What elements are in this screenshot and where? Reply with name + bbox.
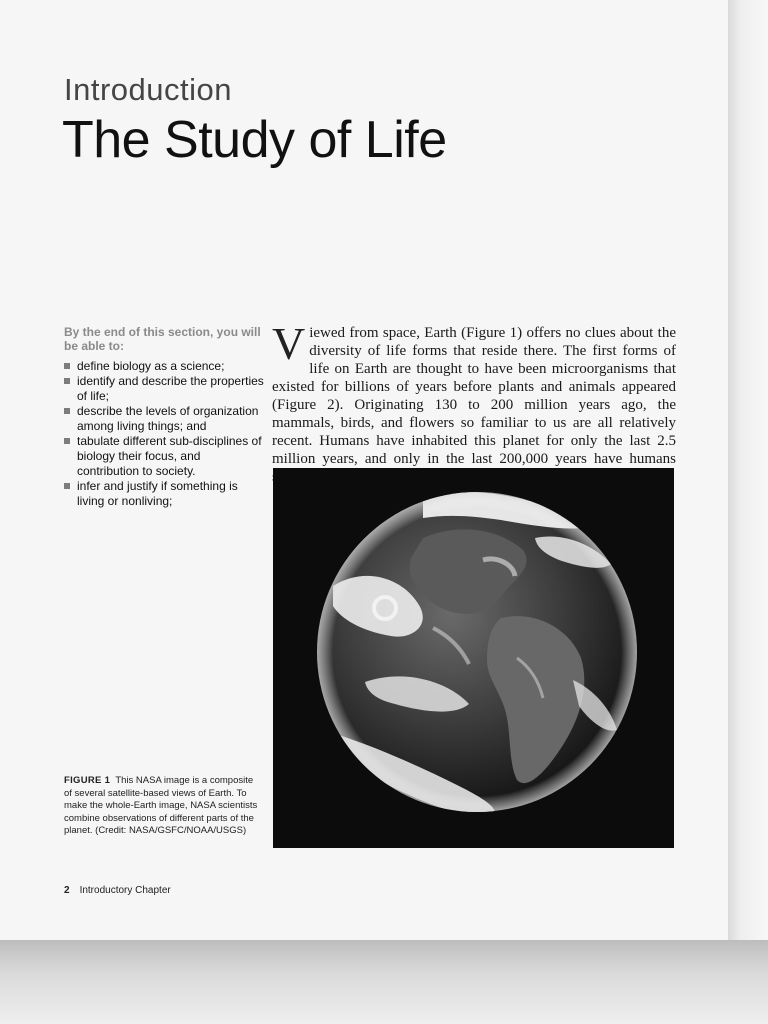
figure-label: FIGURE 1 xyxy=(64,775,111,786)
objective-item xyxy=(64,404,264,434)
section-kicker: Introduction xyxy=(64,72,232,107)
figure-caption xyxy=(64,775,260,838)
figure-caption-text: This NASA image is a composite of several satellite-based views of Earth. To make the whole-Earth image, NASA scientists combine observations of different parts of the planet. (Credit: NASA/GSFC/NOAA/USGS) xyxy=(64,775,258,836)
objective-item xyxy=(64,374,264,404)
objectives-list xyxy=(64,359,264,509)
objective-text: identify and describe the properties of life; xyxy=(77,374,264,403)
objectives-intro: By the end of this section, you will be able to: xyxy=(64,325,261,353)
objective-item xyxy=(64,479,264,509)
bullet-square-icon xyxy=(64,363,70,369)
body-text: iewed from space, Earth (Figure 1) offers no clues about the diversity of life forms that reside there. The first forms of life on Earth are thought to have been microorganisms that existed for billions of years before plants and animals appeared (Figure 2). Originating 130 to 200 million years ago, the mammals, birds, and flowers so familiar to us are all relatively recent. Humans have inhabited this planet for only the last 2.5 million years, and only in the last 200,000 years have humans xyxy=(272,325,676,467)
objective-text: infer and justify if something is living or nonliving; xyxy=(77,479,238,508)
objective-text: describe the levels of organization among living things; and xyxy=(77,404,259,433)
bullet-square-icon xyxy=(64,483,70,489)
chapter-name: Introductory Chapter xyxy=(79,885,171,896)
bullet-square-icon xyxy=(64,438,70,444)
binding-spine-shadow xyxy=(728,0,768,945)
body-paragraph xyxy=(272,318,676,486)
earth-figure xyxy=(273,468,674,848)
objective-item xyxy=(64,359,264,374)
earth-globe-image xyxy=(273,468,674,848)
drop-cap: V xyxy=(272,318,306,369)
bullet-square-icon xyxy=(64,378,70,384)
objective-text: define biology as a science; xyxy=(77,359,225,373)
bullet-square-icon xyxy=(64,408,70,414)
page-number: 2 xyxy=(64,885,70,896)
learning-objectives xyxy=(64,325,264,509)
globe-atmosphere-rim xyxy=(317,492,637,812)
objective-text: tabulate different sub-disciplines of biology their focus, and contribution to society. xyxy=(77,434,262,478)
objective-item xyxy=(64,434,264,479)
scan-bottom-shadow xyxy=(0,940,768,1024)
page-footer xyxy=(64,885,171,896)
page-title: The Study of Life xyxy=(62,111,447,169)
